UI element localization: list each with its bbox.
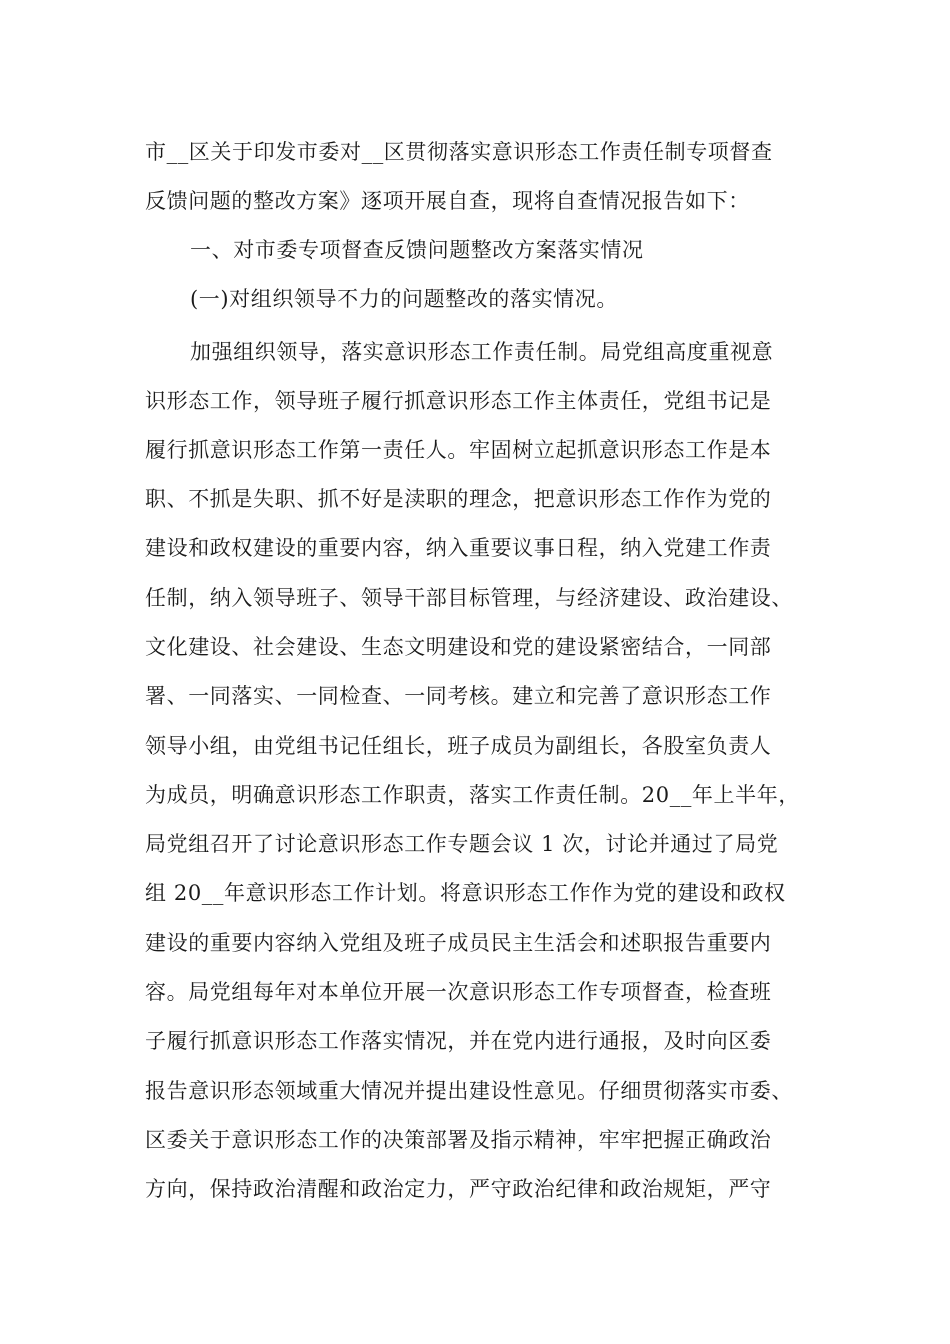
text-line: 文化建设、社会建设、生态文明建设和党的建设紧密结合，一同部 bbox=[145, 635, 772, 659]
text-line: 局党组召开了讨论意识形态工作专题会议 1 次，讨论并通过了局党 bbox=[145, 832, 779, 856]
text-line: 领导小组，由党组书记任组长，班子成员为副组长，各股室负责人 bbox=[145, 734, 772, 758]
text-line: 组 20__年意识形态工作计划。将意识形态工作作为党的建设和政权 bbox=[145, 881, 786, 905]
text-line: 建设和政权建设的重要内容，纳入重要议事日程，纳入党建工作责 bbox=[145, 536, 772, 560]
text-line: 区委关于意识形态工作的决策部署及指示精神，牢牢把握正确政治 bbox=[145, 1128, 772, 1152]
text-line: 容。局党组每年对本单位开展一次意识形态工作专项督查，检查班 bbox=[145, 980, 772, 1004]
text-line: 报告意识形态领域重大情况并提出建设性意见。仔细贯彻落实市委、 bbox=[145, 1079, 793, 1103]
section-heading: 一、对市委专项督查反馈问题整改方案落实情况 bbox=[190, 238, 644, 262]
text-line: 子履行抓意识形态工作落实情况，并在党内进行通报，及时向区委 bbox=[145, 1029, 772, 1053]
subsection-heading: (一)对组织领导不力的问题整改的落实情况。 bbox=[190, 287, 618, 311]
text-line: 署、一同落实、一同检查、一同考核。建立和完善了意识形态工作 bbox=[145, 684, 772, 708]
text-line: 市__区关于印发市委对__区贯彻落实意识形态工作责任制专项督查 bbox=[145, 140, 773, 164]
text-line: 任制，纳入领导班子、领导干部目标管理，与经济建设、政治建设、 bbox=[145, 586, 793, 610]
text-line: 履行抓意识形态工作第一责任人。牢固树立起抓意识形态工作是本 bbox=[145, 438, 772, 462]
text-line: 为成员，明确意识形态工作职责，落实工作责任制。20__年上半年， bbox=[145, 783, 800, 807]
text-line: 识形态工作，领导班子履行抓意识形态工作主体责任，党组书记是 bbox=[145, 389, 772, 413]
text-line: 加强组织领导，落实意识形态工作责任制。局党组高度重视意 bbox=[190, 340, 774, 364]
text-line: 职、不抓是失职、抓不好是渎职的理念，把意识形态工作作为党的 bbox=[145, 487, 772, 511]
text-line: 建设的重要内容纳入党组及班子成员民主生活会和述职报告重要内 bbox=[145, 931, 772, 955]
text-line: 反馈问题的整改方案》逐项开展自查，现将自查情况报告如下： bbox=[145, 189, 750, 213]
text-line: 方向，保持政治清醒和政治定力，严守政治纪律和政治规矩，严守 bbox=[145, 1177, 772, 1201]
